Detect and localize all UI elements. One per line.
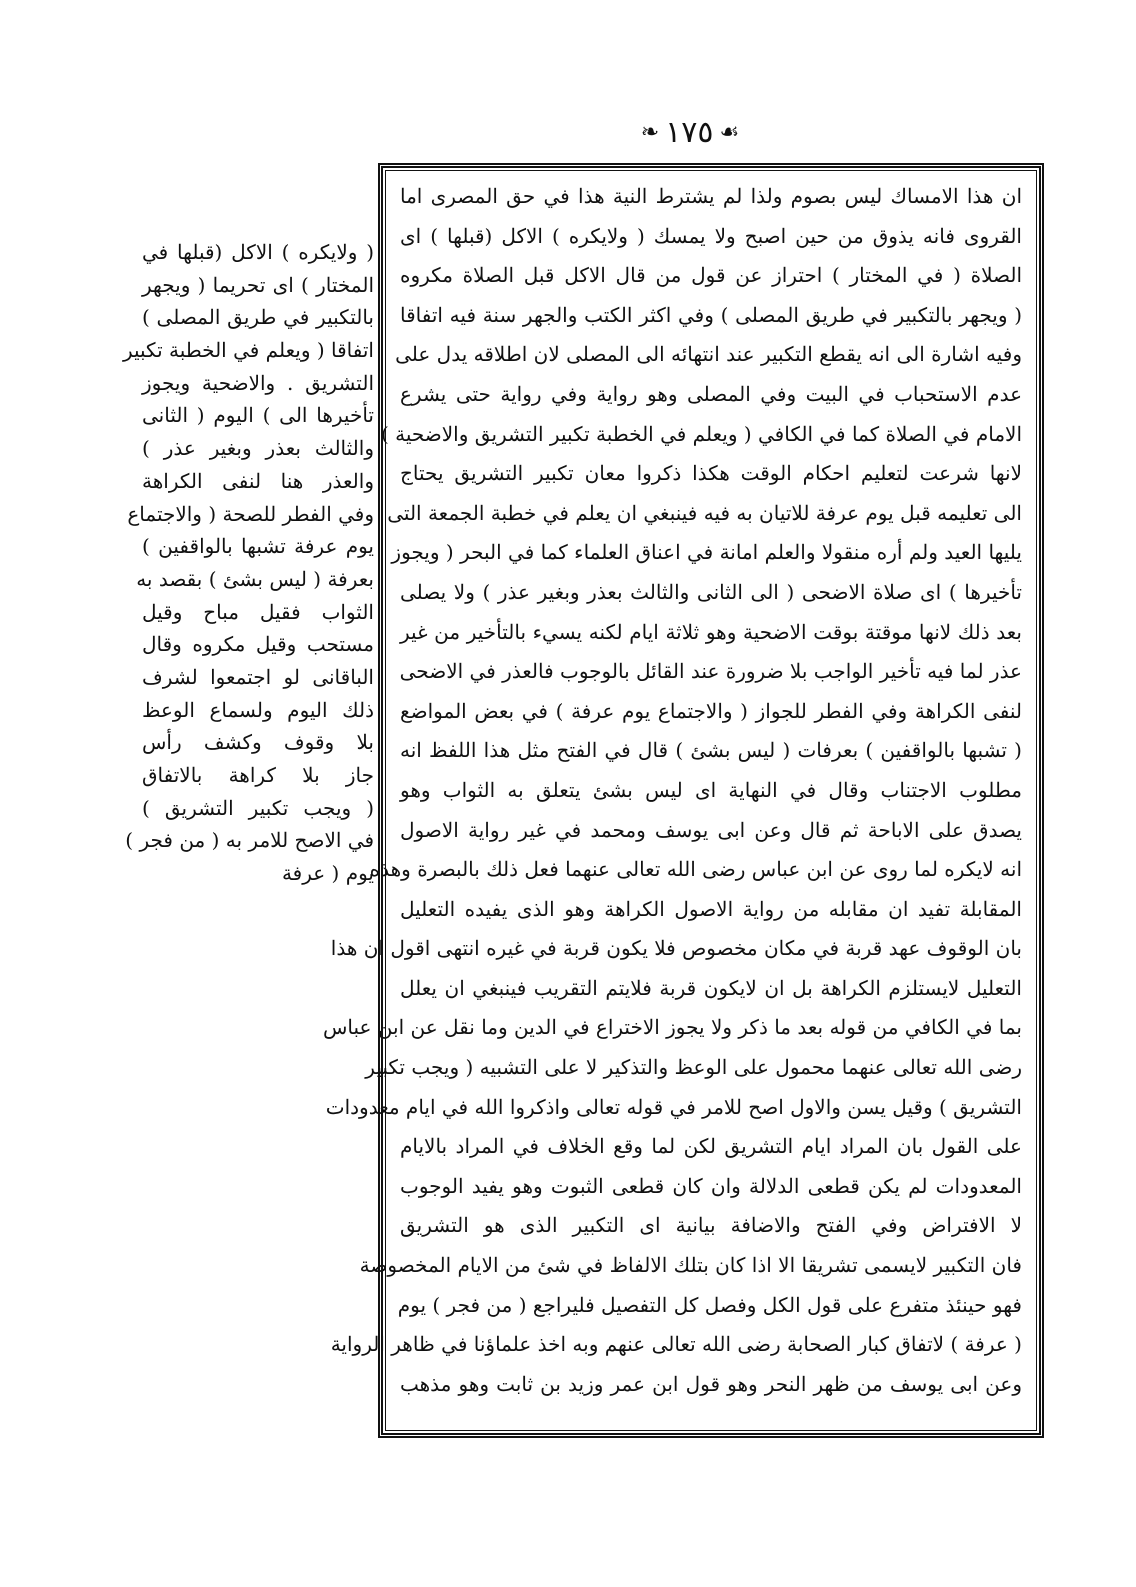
margin-line: في الاصح للامر به ( من فجر ) bbox=[125, 828, 374, 853]
text-line: على القول بان المراد ايام التشريق لكن لما وقع الخلاف في المراد بالايام bbox=[400, 1134, 1022, 1159]
text-line: لانها شرعت لتعليم احكام الوقت هكذا ذكروا معان تكبير التشريق يحتاج bbox=[400, 461, 1022, 486]
margin-line: يوم عرفة تشبها بالواقفين ) bbox=[142, 534, 374, 559]
margin-line: اتفاقا ( ويعلم في الخطبة تكبير bbox=[122, 338, 374, 363]
text-line: انه لايكره لما روى عن ابن عباس رضى الله تعالى عنهما فعل ذلك بالبصرة وهذه bbox=[369, 857, 1022, 882]
margin-line: ( ويجب تكبير التشريق ) bbox=[142, 795, 374, 820]
margin-line: ( ولايكره ) الاكل (قبلها في bbox=[142, 240, 374, 264]
text-line: يصدق على الاباحة ثم قال وعن ابى يوسف ومحمد في غير رواية الاصول bbox=[400, 817, 1022, 842]
margin-line: ذلك اليوم ولسماع الوعظ bbox=[142, 697, 374, 722]
margin-line: والعذر هنا لنفى الكراهة bbox=[142, 468, 374, 493]
text-line: ( تشبها بالواقفين ) بعرفات ( ليس بشئ ) قال في الفتح مثل هذا اللفظ انه bbox=[400, 738, 1022, 763]
margin-line: المختار ) اى تحريما ( ويجهر bbox=[142, 272, 374, 297]
page-number: ١٧٥ bbox=[665, 115, 714, 150]
text-line: التعليل لايستلزم الكراهة بل ان لايكون قربة فلايتم التقريب فينبغي ان يعلل bbox=[400, 975, 1022, 1000]
text-line: بان الوقوف عهد قربة في مكان مخصوص فلا يكون قربة في غيره انتهى اقول ان هذا bbox=[330, 936, 1022, 961]
text-line: ان هذا الامساك ليس بصوم ولذا لم يشترط النية هذا في حق المصرى اما bbox=[400, 184, 1023, 208]
text-line: عدم الاستحباب في البيت وفي المصلى وهو رواية وفي رواية حتى يشرع bbox=[400, 381, 1022, 406]
text-line: وفيه اشارة الى انه يقطع التكبير عند انتهائه الى المصلى لان اطلاقه يدل على bbox=[395, 342, 1022, 367]
text-line: يليها العيد ولم أره منقولا والعلم امانة في اعناق العلماء كما في البحر ( ويجوز bbox=[391, 540, 1022, 565]
margin-line: مستحب وقيل مكروه وقال bbox=[142, 632, 374, 657]
margin-line: جاز بلا كراهة بالاتفاق bbox=[142, 763, 374, 787]
text-line: بعد ذلك لانها موقتة بوقت الاضحية وهو ثلاثة ايام لكنه يسيء بالتأخير من غير bbox=[400, 619, 1022, 644]
margin-line: بعرفة ( ليس بشئ ) بقصد به bbox=[136, 566, 374, 591]
text-line: لا الافتراض وفي الفتح والاضافة بيانية اى التكبير الذى هو التشريق bbox=[400, 1213, 1022, 1238]
text-line: مطلوب الاجتناب وقال في النهاية اى ليس بشئ يتعلق به الثواب وهو bbox=[400, 777, 1022, 802]
text-line: ( ويجهر بالتكبير في طريق المصلى ) وفي اكثر الكتب والجهر سنة فيه اتفاقا bbox=[400, 302, 1022, 327]
main-text-body bbox=[322, 170, 1037, 1431]
text-line: تأخيرها ) اى صلاة الاضحى ( الى الثانى والثالث بعذر وبغير عذر ) ولا يصلى bbox=[400, 579, 1022, 604]
margin-line: والثالث بعذر وبغير عذر ) bbox=[142, 436, 374, 461]
text-line: الامام في الصلاة كما في الكافي ( ويعلم في الخطبة تكبير التشريق والاضحية ) bbox=[380, 421, 1022, 446]
text-line: فهو حينئذ متفرع على قول الكل وفصل كل التفصيل فليراجع ( من فجر ) يوم bbox=[397, 1292, 1022, 1317]
main-text-frame bbox=[322, 163, 1044, 1438]
text-line: فان التكبير لايسمى تشريقا الا اذا كان بتلك الالفاظ في شئ من الايام المخصوصة bbox=[359, 1253, 1022, 1278]
text-line: القروى فانه يذوق من حين اصبح ولا يمسك ( ولايكره ) الاكل (قبلها ) اى bbox=[400, 223, 1022, 248]
text-line: المقابلة تفيد ان مقابله من رواية الاصول الكراهة وهو الذى يفيده التعليل bbox=[400, 896, 1022, 921]
margin-line: تأخيرها الى ) اليوم ( الثانى bbox=[142, 403, 374, 428]
text-line: وعن ابى يوسف من ظهر النحر وهو قول ابن عمر وزيد بن ثابت وهو مذهب bbox=[400, 1371, 1022, 1396]
text-line: بما في الكافي من قوله بعد ما ذكر ولا يجوز الاختراع في الدين وما نقل عن ابن عباس bbox=[322, 1015, 1022, 1040]
text-line: المعدودات لم يكن قطعى الدلالة وان كان قطعى الثبوت وهو يفيد الوجوب bbox=[400, 1173, 1022, 1198]
text-line: ( عرفة ) لاتفاق كبار الصحابة رضى الله تعالى عنهم وبه اخذ علماؤنا في ظاهر الرواية bbox=[330, 1332, 1022, 1357]
margin-line: الثواب فقيل مباح وقيل bbox=[142, 599, 374, 624]
margin-line: بالتكبير في طريق المصلى ) bbox=[142, 305, 374, 330]
text-line: التشريق ) وقيل يسن والاول اصح للامر في قوله تعالى واذكروا الله في ايام معدودات bbox=[325, 1094, 1022, 1119]
margin-line: التشريق . والاضحية ويجوز bbox=[142, 370, 374, 395]
page-header bbox=[600, 112, 780, 152]
margin-line: الباقانى لو اجتمعوا لشرف bbox=[142, 664, 374, 689]
text-line: رضى الله تعالى عنهما محمول على الوعظ والتذكير لا على التشبيه ( ويجب تكبير bbox=[365, 1055, 1022, 1080]
right-ornament-icon: ❧ bbox=[640, 120, 660, 145]
margin-line: بلا وقوف وكشف رأس bbox=[142, 730, 374, 755]
left-ornament-icon: ☙ bbox=[719, 120, 740, 145]
text-line: الصلاة ( في المختار ) احتراز عن قول من قال الاكل قبل الصلاة مكروه bbox=[400, 263, 1022, 288]
text-line: الى تعليمه قبل يوم عرفة للاتيان به فيه فينبغي ان يعلم في خطبة الجمعة التى bbox=[387, 500, 1022, 525]
text-line: لنفى الكراهة وفي الفطر للجواز ( والاجتماع يوم عرفة ) في بعض المواضع bbox=[400, 698, 1022, 723]
text-line: عذر لما فيه تأخير الواجب بلا ضرورة عند القائل بالوجوب فالعذر في الاضحى bbox=[399, 659, 1022, 684]
margin-line: وفي الفطر للصحة ( والاجتماع bbox=[127, 501, 374, 526]
margin-commentary bbox=[122, 236, 374, 890]
margin-line: يوم ( عرفة bbox=[281, 861, 374, 886]
